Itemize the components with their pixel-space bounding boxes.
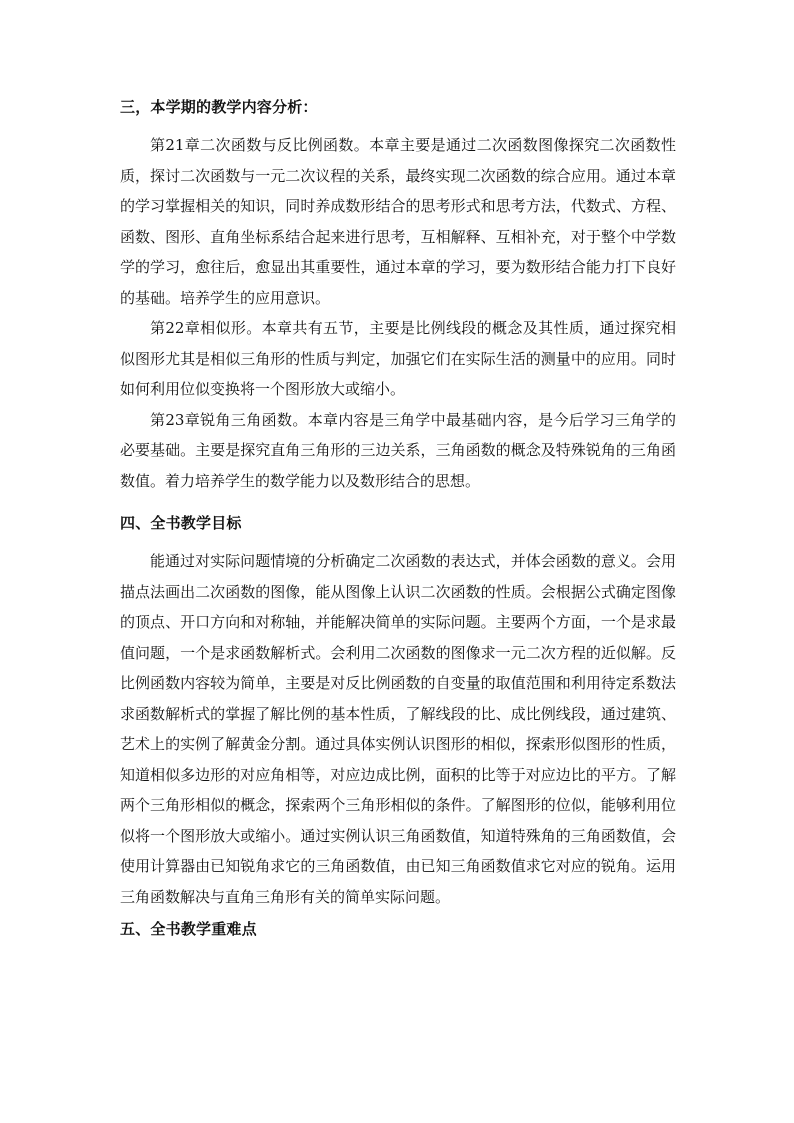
paragraph-chapter-21: 第21章二次函数与反比例函数。本章主要是通过二次函数图像探究二次函数性质，探讨二次函数与一元二次议程的关系，最终实现二次函数的综合应用。通过本章的学习掌握相关的知识，同时养成数形结合的思考形式和思考方法，代数式、方程、函数、图形、直角坐标系结合起来进行思考，互相解释、互相补充，对于整个中学数学的学习，愈往后，愈显出其重要性，通过本章的学习，要为数形结合能力打下良好的基础。培养学生的应用意识。 — [120, 136, 676, 307]
paragraph-chapter-22: 第22章相似形。本章共有五节，主要是比例线段的概念及其性质，通过探究相似图形尤其是相似三角形的性质与判定，加强它们在实际生活的测量中的应用。同时如何利用位似变换将一个图形放大或缩小。 — [120, 319, 676, 398]
section-heading-teaching-content-analysis: 三，本学期的教学内容分析： — [120, 98, 318, 116]
document-body — [120, 90, 676, 946]
paragraph-chapter-23: 第23章锐角三角函数。本章内容是三角学中最基础内容，是今后学习三角学的必要基础。主要是探究直角三角形的三边关系，三角函数的概念及特殊锐角的三角函数值。着力培养学生的数学能力以及数形结合的思想。 — [120, 410, 676, 490]
section-heading-key-difficulties: 五、全书教学重难点 — [120, 920, 257, 938]
section-heading-book-teaching-goals: 四、全书教学目标 — [120, 514, 242, 532]
paragraph-teaching-goals: 能通过对实际问题情境的分析确定二次函数的表达式，并体会函数的意义。会用描点法画出二次函数的图像，能从图像上认识二次函数的性质。会根据公式确定图像的顶点、开口方向和对称轴，并能解决简单的实际问题。主要两个方面，一个是求最值问题，一个是求函数解析式。会利用二次函数的图像求一元二次方程的近似解。反比例函数内容较为简单，主要是对反比例函数的自变量的取值范围和利用待定系数法求函数解析式的掌握了解比例的基本性质，了解线段的比、成比例线段，通过建筑、艺术上的实例了解黄金分割。通过具体实例认识图形的相似，探索形似图形的性质，知道相似多边形的对应角相等，对应边成比例，面积的比等于对应边比的平方。了解两个三角形相似的概念，探索两个三角形相似的条件。了解图形的位似，能够利用位似将一个图形放大或缩小。通过实例认识三角函数值，知道特殊角的三角函数值，会使用计算器由已知锐角求它的三角函数值，由已知三角函数值求它对应的锐角。运用三角函数解决与直角三角形有关的简单实际问题。 — [120, 552, 676, 906]
